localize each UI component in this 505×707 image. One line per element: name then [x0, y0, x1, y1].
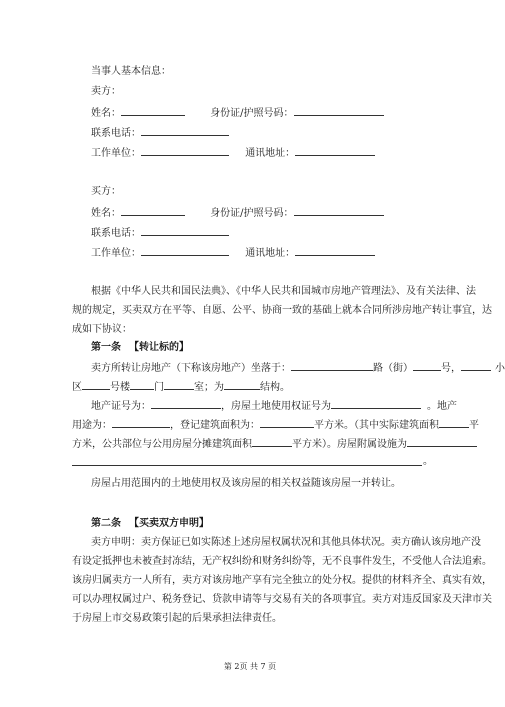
seller-work-field[interactable] [141, 145, 229, 156]
text-fragment: 方米，公共部位与公用房屋分摊建筑面积 [72, 439, 252, 450]
intro-line-1: 根据《中华人民共和国民法典》、《中华人民共和国城市房地产管理法》、及有关法律、法 [91, 286, 476, 297]
text-fragment: 平方米。（其中实际建筑面积 [314, 420, 439, 431]
land-certificate-field[interactable] [331, 398, 421, 409]
street-number-field[interactable] [413, 360, 441, 371]
text-fragment: 卖方所转让房地产（下称该房地产）坐落于： [91, 363, 291, 374]
intro-line-2: 规的规定，买卖双方在平等、自愿、公平、协商一致的基础上就本合同所涉房地产转让事宜，达 [72, 305, 492, 316]
seller-name-field[interactable] [121, 105, 185, 116]
seller-phone-field[interactable] [141, 125, 229, 136]
room-field[interactable] [164, 379, 194, 390]
seller-work-label: 工作单位： [91, 148, 141, 159]
text-fragment: 小 [495, 363, 505, 374]
text-fragment: 平方米）。房屋附属设施为 [292, 439, 407, 450]
text-fragment: 号， [441, 363, 461, 374]
intro-line-3: 成如下协议： [72, 324, 132, 335]
buyer-id-label: 身份证/护照号码： [210, 208, 294, 219]
seller-work-row [91, 145, 375, 160]
buyer-name-label: 姓名： [91, 208, 121, 219]
buyer-work-label: 工作单位： [91, 248, 141, 259]
article-2-number: 第二条 [91, 518, 121, 529]
seller-address-field[interactable] [295, 145, 375, 156]
buyer-phone-label: 联系电话： [91, 228, 141, 239]
seller-name-row [91, 105, 384, 120]
article-2-heading [91, 517, 209, 530]
buyer-name-row [91, 205, 384, 220]
text-fragment: 结构。 [260, 382, 290, 393]
buyer-phone-field[interactable] [141, 225, 229, 236]
text-fragment: 门 [154, 382, 164, 393]
section-heading: 当事人基本信息： [91, 66, 171, 77]
community-field[interactable] [461, 360, 491, 371]
article-1-heading [91, 341, 189, 354]
buyer-work-field[interactable] [141, 245, 229, 256]
article-1-number: 第一条 [91, 342, 121, 353]
article-2-line-5: 于房屋上市交易政策引起的后果承担法律责任。 [72, 613, 282, 624]
article-1-title: 【转让标的】 [129, 342, 189, 353]
text-fragment: 用途为： [72, 420, 112, 431]
text-fragment: ，登记建筑面积为： [170, 420, 260, 431]
article-1-line-2 [72, 379, 290, 394]
buyer-phone-row [91, 225, 229, 240]
seller-heading: 卖方： [91, 86, 121, 97]
actual-area-field[interactable] [439, 417, 469, 428]
buyer-address-label: 通讯地址： [245, 248, 296, 259]
buyer-address-field[interactable] [295, 245, 375, 256]
text-fragment: ，房屋土地使用权证号为 [221, 401, 331, 412]
seller-phone-label: 联系电话： [91, 128, 141, 139]
text-fragment: 地产证号为： [91, 401, 151, 412]
seller-phone-row [91, 125, 229, 140]
article-1-closing: 房屋占用范围内的土地使用权及该房屋的相关权益随该房屋一并转让。 [91, 478, 401, 489]
buyer-name-field[interactable] [121, 205, 185, 216]
article-1-line-1 [91, 360, 505, 375]
usage-field[interactable] [112, 417, 170, 428]
article-2-line-3: 该房归属卖方一人所有，卖方对该房地产享有完全独立的处分权。提供的材料齐全、真实有效， [72, 575, 492, 586]
buyer-work-row [91, 245, 375, 260]
text-fragment: 号楼 [110, 382, 130, 393]
building-field[interactable] [82, 379, 110, 390]
unit-field[interactable] [130, 379, 154, 390]
property-certificate-field[interactable] [151, 398, 221, 409]
text-fragment: 区 [72, 382, 82, 393]
seller-id-label: 身份证/护照号码： [210, 108, 294, 119]
street-field[interactable] [291, 360, 373, 371]
seller-id-field[interactable] [294, 105, 384, 116]
text-fragment: 。地产 [427, 401, 457, 412]
article-1-line-3 [91, 398, 457, 413]
article-2-line-4: 可以办理权属过户、税务登记、贷款申请等与交易有关的各项事宜。卖方对违反国家及天津市关 [72, 594, 492, 605]
article-2-line-1: 卖方申明：卖方保证已如实陈述上述房屋权属状况和其他具体状况。卖方确认该房地产没 [91, 537, 481, 548]
text-fragment: 路（街） [373, 363, 413, 374]
registered-area-field[interactable] [260, 417, 314, 428]
article-2-line-2: 有设定抵押也未被查封冻结，无产权纠纷和财务纠纷等，无不良事件发生，不受他人合法追索。 [72, 556, 492, 567]
text-fragment: 平 [469, 420, 479, 431]
seller-name-label: 姓名： [91, 108, 121, 119]
text-fragment: 室；为 [194, 382, 224, 393]
buyer-heading: 买方： [91, 186, 121, 197]
attached-facilities-field[interactable] [407, 436, 477, 447]
attached-facilities-continuation[interactable] [72, 465, 422, 466]
article-1-line-5 [72, 436, 477, 451]
article-2-title: 【买卖双方申明】 [129, 518, 209, 529]
buyer-id-field[interactable] [294, 205, 384, 216]
page-footer: 第 2页 共 7 页 [223, 662, 277, 671]
shared-area-field[interactable] [252, 436, 292, 447]
structure-field[interactable] [224, 379, 260, 390]
article-1-line-4 [72, 417, 479, 432]
seller-address-label: 通讯地址： [245, 148, 296, 159]
period: 。 [423, 456, 433, 467]
